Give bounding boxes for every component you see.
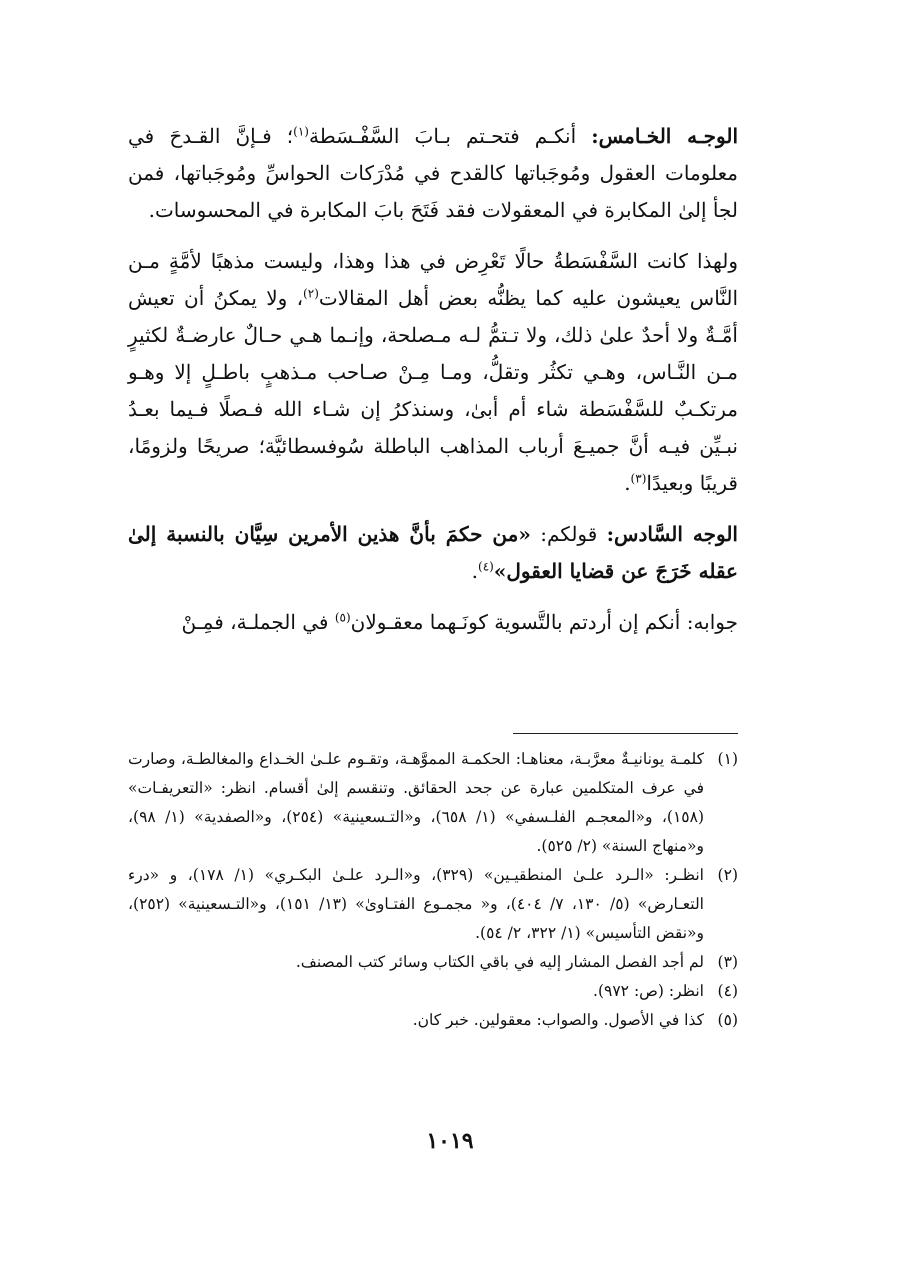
footnote-2: [128, 861, 738, 948]
footnote-ref-5[interactable]: (٥): [334, 610, 351, 625]
footnote-ref-2[interactable]: (٢): [303, 286, 319, 301]
page-number: ١٠١٩: [426, 1128, 474, 1154]
paragraph-fifth-aspect: [128, 118, 738, 229]
paragraph-text: ولهذا كانت السَّفْسَطةُ حالًا تَعْرِض في هذا وهذا، وليست مذهبًا لأمَّةٍ مـن النَّاس يعيشون عليه كما يظنُّه بعض أهل المقالات: [128, 249, 739, 310]
paragraph-sophistry: [128, 243, 738, 502]
footnote-text: كلمـة يونانيـةٌ معرَّبـة، معناهـا: الحكمـة المموَّهـة، وتقـوم علـىٰ الخـداع والمغالطـة، وصارت في عرف المتكلمين عبارة عن جحد الحقائق. وتنقسم إلىٰ أقسام. انظر: «التعريفـات» (١٥٨)، و«المعجـم الفلـسفي» (١/ ٦٥٨)، و«التـسعينية» (٢٥٤)، و«الصفدية» (١/ ٩٨)، و«منهاج السنة» (٢/ ٥٢٥).: [128, 750, 705, 855]
quoted-statement: «من حكمَ بأنَّ هذين الأمرين سِيَّان بالنسبة إلىٰ عقله خَرَجَ عن قضايا العقول»: [128, 522, 738, 583]
footnote-number: (٤): [717, 982, 738, 1000]
paragraph-answer: [128, 604, 738, 641]
main-text: [128, 118, 738, 655]
paragraph-text: ، ولا يمكنُ أن تعيش أمَّـةٌ ولا أحدٌ علىٰ ذلك، ولا تـتمُّ لـه مـصلحة، وإنـما هـي حـالٌ عارضـةٌ لكثيرٍ مـن النَّـاس، وهـي تكثُر وتقلُّ، ومـا مِـنْ صـاحب مـذهبٍ باطـلٍ إلا وهـو مرتكـبٌ للسَّفْسَطة شاء أم أبىٰ، وسنذكرُ إن شـاء الله فـصلًا فـيما بعـدُ نبـيِّن فيـه أنَّ جميـعَ أرباب المذاهب الباطلة سُوفسطائيَّة؛ صريحًا ولزومًا، قريبًا وبعيدًا: [128, 286, 738, 495]
sixth-aspect-heading: الوجه السَّادس:: [606, 522, 738, 546]
footnote-1: [128, 745, 738, 861]
paragraph-text: في الجملـة، فمِـنْ: [181, 610, 335, 634]
footnote-number: (٥): [717, 1011, 738, 1029]
footnote-ref-3[interactable]: (٣): [630, 471, 647, 486]
footnote-4: [128, 977, 738, 1006]
paragraph-text: قولكم:: [530, 522, 607, 546]
footnote-number: (٢): [717, 866, 738, 884]
paragraph-text: .: [624, 471, 631, 495]
footnote-number: (٣): [717, 953, 738, 971]
footnote-ref-1[interactable]: (١): [293, 124, 309, 139]
footnote-text: انظـر: «الـرد علـىٰ المنطقيـين» (٣٢٩)، و«الـرد علـىٰ البكـري» (١/ ١٧٨)، و «درء التعـارض» (٥/ ١٣٠، ٧/ ٤٠٤)، و« مجمـوع الفتـاوىٰ» (١٣/ ١٥١)، و«التـسعينية» (٢٥٢)، و«نقض التأسيس» (١/ ٣٢٢، ٢/ ٥٤).: [128, 866, 704, 942]
footnote-ref-4[interactable]: (٤): [478, 559, 494, 574]
paragraph-text: جوابه: أنكم إن أردتم بالتَّسوية كونَـهما معقـولان: [350, 610, 738, 634]
paragraph-text: ؛ فـإنَّ القـدحَ في معلومات العقول ومُوجَباتها كالقدح في مُدْرَكات الحواسِّ ومُوجَباتها، فمن لجأ إلىٰ المكابرة في المعقولات فقد فَتَحَ بابَ المكابرة في المحسوسات.: [128, 124, 738, 222]
footnote-divider: [513, 733, 738, 734]
footnote-text: كذا في الأصول. والصواب: معقولين. خبر كان.: [412, 1011, 704, 1029]
footnote-text: انظر: (ص: ٩٧٢).: [593, 982, 704, 1000]
fifth-aspect-heading: الوجـه الخـامس:: [591, 124, 738, 148]
footnote-number: (١): [717, 750, 738, 768]
footnote-3: [128, 948, 738, 977]
paragraph-sixth-aspect: [128, 516, 738, 590]
paragraph-text: أنكـم فتحـتم بـابَ السَّفْـسَطة: [308, 124, 592, 148]
paragraph-text: .: [471, 559, 479, 583]
footnotes: [128, 745, 738, 1035]
footnote-text: لم أجد الفصل المشار إليه في باقي الكتاب وسائر كتب المصنف.: [295, 953, 704, 971]
footnote-5: [128, 1006, 738, 1035]
